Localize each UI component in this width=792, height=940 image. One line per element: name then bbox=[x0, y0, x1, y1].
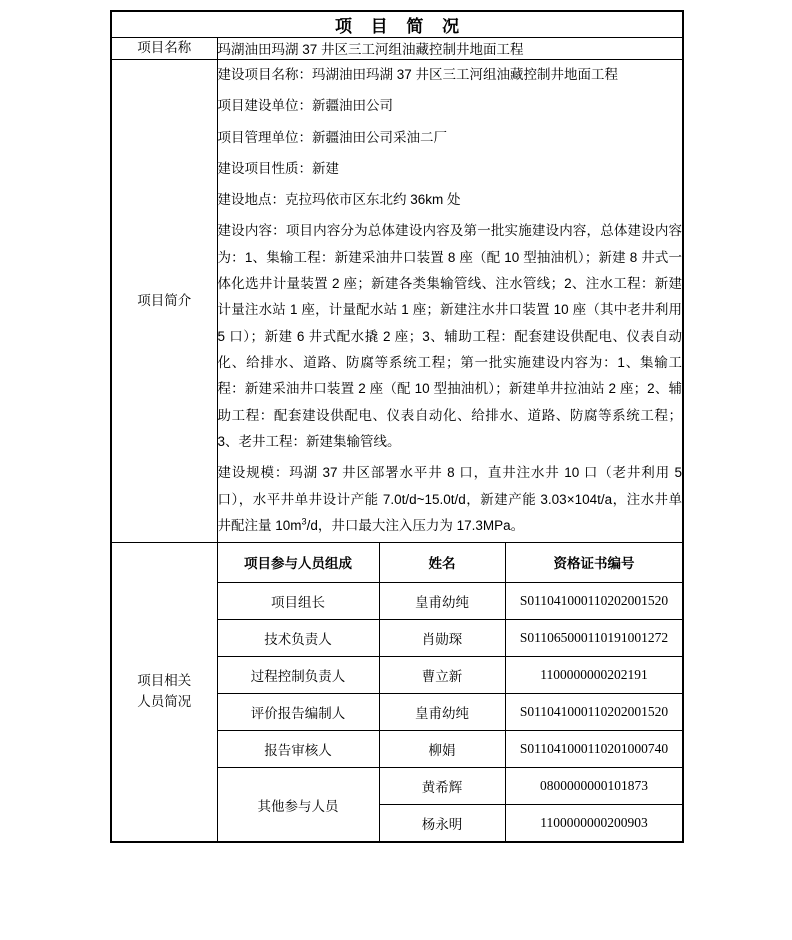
project-overview-table bbox=[110, 10, 684, 843]
intro-line-owner: 项目建设单位：新疆油田公司 bbox=[217, 98, 393, 114]
table-row bbox=[217, 657, 683, 694]
table-row bbox=[217, 694, 683, 731]
table-row bbox=[217, 620, 683, 657]
personnel-cert: S011041000110201000740 bbox=[505, 731, 683, 768]
intro-line-content: 建设内容：项目内容分为总体建设内容及第一批实施建设内容，总体建设内容为：1、集输工程：新建采油井口装置 8 座（配 10 型抽油机）；新建 8 井式一体化选井计量装置 2 座；新建各类集输管线、注水管线；2、注水工程：新建计量注水站 1 座，计量配水站 1 座；新建注水井口装置 10 座（其中老井利用 5 口）；新建 6 井式配水撬 2 座；3、辅助工程：配套建设供配电、仪表自动化、给排水、道路、防腐等系统工程；第一批实施建设内容为：1、集输工程：新建采油井口装置 2 座（配 10 型抽油机）；新建单井拉油站 2 座；2、辅助工程：配套建设供配电、仪表自动化、给排水、道路、防腐等系统工程；3、老井工程：新建集输管线。 bbox=[217, 223, 683, 449]
personnel-label-line1: 项目相关 bbox=[137, 673, 192, 689]
table-row-project-intro bbox=[111, 59, 683, 542]
personnel-label-line2: 人员简况 bbox=[137, 694, 192, 710]
personnel-header-role: 项目参与人员组成 bbox=[217, 543, 379, 583]
personnel-name: 黄希辉 bbox=[379, 768, 505, 805]
personnel-cert: 1100000000200903 bbox=[505, 805, 683, 842]
project-name-label: 项目名称 bbox=[111, 38, 217, 60]
personnel-cert: S011041000110202001520 bbox=[505, 583, 683, 620]
personnel-role-other: 其他参与人员 bbox=[217, 768, 379, 842]
personnel-header-row bbox=[217, 543, 683, 583]
project-name-value: 玛湖油田玛湖 37 井区三工河组油藏控制井地面工程 bbox=[217, 38, 683, 60]
personnel-role: 技术负责人 bbox=[217, 620, 379, 657]
personnel-header-name: 姓名 bbox=[379, 543, 505, 583]
table-row bbox=[217, 731, 683, 768]
table-row bbox=[217, 768, 683, 805]
scale-text-prefix: 建设规模：玛湖 37 井区部署水平井 8 口，直井注水井 10 口（老井利用 5 口），水平井单井设计产能 7.0t/d~15.0t/d，新建产能 3.03×104t/a，注水井单井配注量 10m bbox=[217, 465, 683, 533]
table-row bbox=[217, 583, 683, 620]
table-row-title bbox=[111, 11, 683, 38]
personnel-role: 评价报告编制人 bbox=[217, 694, 379, 731]
personnel-label bbox=[111, 543, 217, 843]
project-intro-label: 项目简介 bbox=[111, 59, 217, 542]
document-title: 项 目 简 况 bbox=[111, 11, 683, 38]
personnel-header-cert: 资格证书编号 bbox=[505, 543, 683, 583]
personnel-cert: 0800000000101873 bbox=[505, 768, 683, 805]
intro-line-manager: 项目管理单位：新疆油田公司采油二厂 bbox=[217, 129, 447, 145]
personnel-cert: S011065000110191001272 bbox=[505, 620, 683, 657]
table-row-personnel bbox=[111, 543, 683, 843]
personnel-table bbox=[217, 542, 684, 842]
scale-superscript: 3 bbox=[301, 516, 307, 527]
personnel-role: 报告审核人 bbox=[217, 731, 379, 768]
intro-line-nature: 建设项目性质：新建 bbox=[217, 160, 339, 176]
intro-line-scale bbox=[218, 458, 683, 542]
personnel-name: 杨永明 bbox=[379, 805, 505, 842]
personnel-name: 皇甫幼纯 bbox=[379, 694, 505, 731]
personnel-role: 项目组长 bbox=[217, 583, 379, 620]
personnel-name: 皇甫幼纯 bbox=[379, 583, 505, 620]
personnel-cert: 1100000000202191 bbox=[505, 657, 683, 694]
project-intro-body bbox=[217, 59, 683, 542]
personnel-name: 柳娟 bbox=[379, 731, 505, 768]
personnel-cert: S011041000110202001520 bbox=[505, 694, 683, 731]
intro-line-name: 建设项目名称：玛湖油田玛湖 37 井区三工河组油藏控制井地面工程 bbox=[217, 66, 619, 82]
scale-text-suffix: /d，井口最大注入压力为 17.3MPa。 bbox=[306, 517, 525, 533]
personnel-name: 肖勋琛 bbox=[379, 620, 505, 657]
intro-line-location: 建设地点：克拉玛依市区东北约 36km 处 bbox=[217, 192, 461, 208]
personnel-table-container bbox=[217, 543, 683, 843]
personnel-role: 过程控制负责人 bbox=[217, 657, 379, 694]
personnel-name: 曹立新 bbox=[379, 657, 505, 694]
table-row-project-name bbox=[111, 38, 683, 60]
